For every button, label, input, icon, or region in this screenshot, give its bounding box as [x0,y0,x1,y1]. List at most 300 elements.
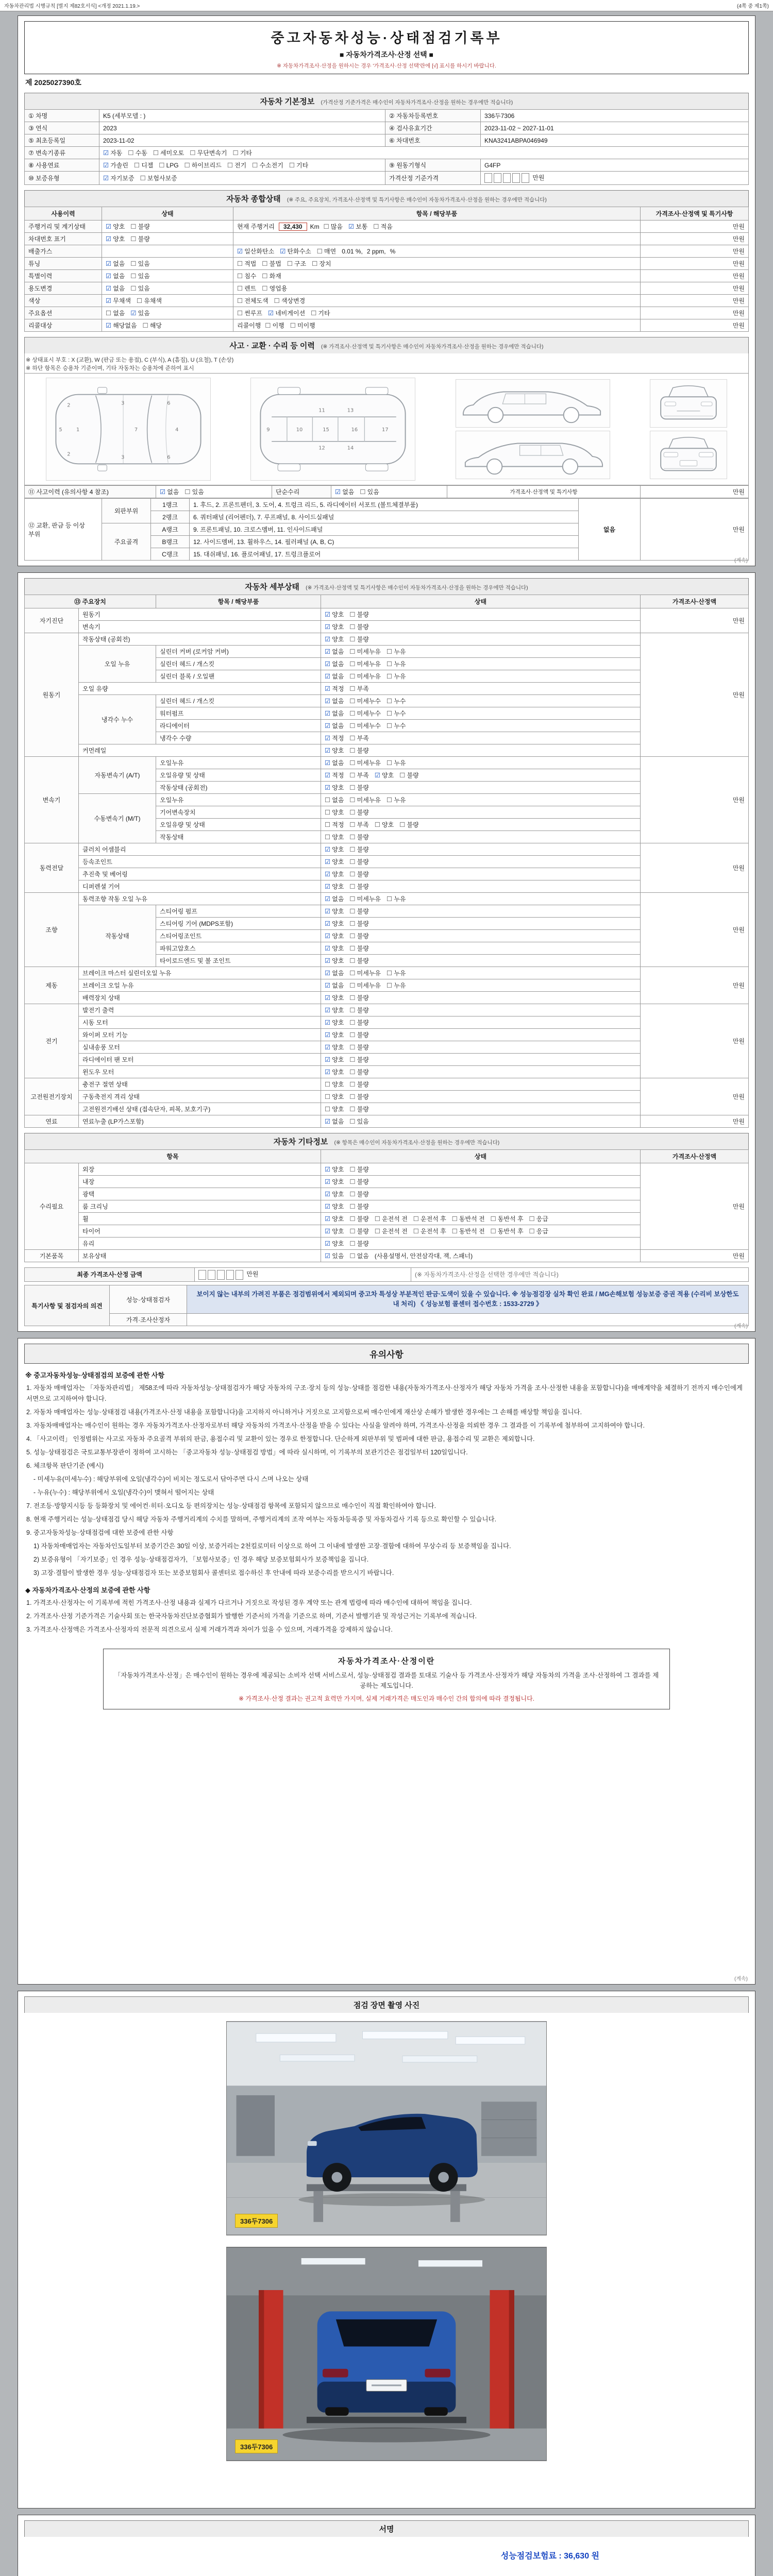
checkbox-option[interactable] [386,894,406,903]
checkbox-option[interactable] [325,1092,344,1101]
checkbox-option[interactable] [325,808,344,817]
checkbox-option[interactable] [349,1055,368,1064]
checkbox-option[interactable] [413,1227,446,1235]
checkbox-label: 무단변속기 [197,149,227,157]
checked-checkbox-icon: ☑ [325,735,331,742]
checkbox-label: 영업용 [269,285,288,293]
checkbox-option[interactable] [317,247,336,256]
checkbox-label: 운전석 전 [382,1228,408,1235]
device-row [25,1176,749,1188]
checkbox-option[interactable] [360,487,379,496]
checkbox-option[interactable] [262,284,287,293]
remarks-label: 특기사항 및 점검자의 의견 [25,1285,110,1326]
unchecked-checkbox-icon: ☐ [130,260,137,268]
checkbox-option[interactable] [386,758,406,767]
checkbox-option[interactable] [128,148,147,157]
checkbox-label: 불량 [357,1240,369,1248]
checkbox-option[interactable] [325,820,344,829]
checkbox-option[interactable] [325,697,344,705]
checkbox-option[interactable] [325,1067,344,1076]
checkbox-option[interactable] [349,771,368,779]
status-cell [321,967,641,979]
checkbox-option[interactable] [184,161,222,170]
checkbox-option[interactable] [325,758,344,767]
checkbox-option[interactable] [325,771,344,779]
checkbox-option[interactable] [386,969,406,977]
checkbox-label: 양호 [113,223,125,231]
checkbox-option[interactable] [325,907,344,916]
checkbox-option[interactable] [290,321,315,330]
checkbox-option[interactable] [237,259,256,268]
checkbox-option[interactable] [325,672,344,681]
checkbox-option[interactable] [190,148,227,157]
unchecked-checkbox-icon: ☐ [349,821,356,829]
checkbox-option[interactable] [349,956,368,965]
checkbox-label: 운전석 후 [420,1215,446,1223]
checked-checkbox-icon: ☑ [237,248,243,256]
checkbox-option[interactable] [237,272,256,280]
checkbox-option[interactable] [349,993,368,1002]
checkbox-option[interactable] [452,1214,485,1223]
device-row [25,1225,749,1238]
column-header: 상태 [321,595,641,608]
checkbox-option[interactable] [349,1190,368,1198]
checkbox-option[interactable] [349,882,368,891]
checkbox-option[interactable] [312,259,331,268]
checkbox-option[interactable] [325,1165,344,1174]
amount-unit: 만원 [532,174,545,181]
sheet-signature [18,2515,755,2576]
checkbox-option[interactable] [103,148,122,157]
checkbox-option[interactable] [274,296,306,305]
checkbox-option[interactable] [325,647,344,656]
checkbox-option[interactable] [325,1006,344,1014]
checkbox-option[interactable] [325,1177,344,1186]
page-number-note: (4쪽 중 제1쪽) [737,4,769,9]
checkbox-label: 미세누유 [357,660,381,668]
checkbox-option[interactable] [325,857,344,866]
checkbox-option[interactable] [325,1117,344,1126]
checkbox-label: 적정 [332,685,344,693]
unchecked-checkbox-icon: ☐ [386,895,393,903]
device-group-label: 연료 [25,1115,79,1128]
checkbox-option[interactable] [386,981,406,990]
checkbox-label: 미세누유 [357,982,381,990]
checkbox-option[interactable] [325,746,344,755]
simple-repair-label: 단순수리 [272,486,331,498]
checkbox-option[interactable] [325,1227,344,1235]
price-cell: 만원 [641,486,749,498]
checkbox-option[interactable] [325,956,344,965]
checkbox-option[interactable] [386,659,406,668]
unchecked-checkbox-icon: ☐ [451,1215,458,1223]
device-item-label: 광택 [79,1188,321,1200]
device-row [25,1200,749,1213]
unchecked-checkbox-icon: ☐ [349,1118,356,1126]
unchecked-checkbox-icon: ☐ [227,162,233,169]
checkbox-option[interactable] [349,833,368,841]
checkbox-option[interactable] [265,321,284,330]
price-cell: 만원 [641,233,749,245]
checkbox-option[interactable] [375,820,394,829]
checkbox-option[interactable] [348,222,367,231]
status-cell [321,658,641,670]
checkbox-option[interactable] [349,1092,368,1101]
field-label-regno: ② 자동차등록번호 [385,110,481,122]
panel-items: 6. 쿼터패널 (리어펜더), 7. 루프패널, 8. 사이드실패널 [190,511,579,523]
checkbox-option[interactable] [325,894,344,903]
status-cell [321,1016,641,1029]
checkbox-option[interactable] [325,622,344,631]
checkbox-option[interactable] [106,222,125,231]
column-header: 상태 [102,207,233,221]
checkbox-option[interactable] [349,981,381,990]
status-cell [102,233,233,245]
checkbox-option[interactable] [349,845,368,854]
checkbox-option[interactable] [349,622,368,631]
status-cell [321,1103,641,1115]
checkbox-option[interactable] [325,734,344,742]
price-cell: 만원 [641,843,749,893]
plate-tag: 336두7306 [235,2439,278,2453]
checked-checkbox-icon: ☑ [325,1044,331,1052]
checkbox-label: 불량 [357,1215,369,1223]
checkbox-option[interactable] [106,309,125,317]
checkbox-option[interactable] [325,1105,344,1113]
checkbox-option[interactable] [349,919,368,928]
unchecked-checkbox-icon: ☐ [349,623,356,631]
checkbox-option[interactable] [143,321,162,330]
checkbox-option[interactable] [325,1018,344,1027]
checkbox-option[interactable] [491,1214,524,1223]
checkbox-option[interactable] [375,1214,408,1223]
checkbox-option[interactable] [159,161,178,169]
form-reference-strip [0,0,773,11]
checked-checkbox-icon: ☑ [103,175,109,182]
checkbox-label: 해당없음 [113,322,137,330]
checkbox-option[interactable] [227,161,246,170]
checkbox-option[interactable] [529,1214,548,1223]
checked-checkbox-icon: ☑ [325,858,331,866]
checkbox-option[interactable] [325,919,344,928]
section-accident-history-title [24,337,749,353]
device-item-label: 스티어링조인트 [156,930,321,942]
car-side-view-left-diagram [456,379,610,428]
checkbox-option[interactable] [386,647,406,656]
field-label-first-reg: ⑤ 최초등록일 [25,134,99,147]
checkbox-option[interactable] [349,758,381,767]
checkbox-option[interactable] [325,1190,344,1198]
checkbox-option[interactable] [103,161,128,170]
checkbox-option[interactable] [349,1080,368,1089]
checkbox-option[interactable] [130,272,149,280]
panel-group-label: 주요골격 [102,523,151,561]
device-item-label: 와이퍼 모터 기능 [79,1029,321,1041]
checkbox-option[interactable] [349,931,368,940]
checkbox-option[interactable] [349,1006,368,1014]
checkbox-option[interactable] [325,833,344,841]
checkbox-option[interactable] [184,487,204,496]
checkbox-option[interactable] [325,1251,344,1260]
checkbox-option[interactable] [349,635,368,643]
inline-text: 리콜이행 [237,322,261,330]
unchecked-checkbox-icon: ☐ [130,273,137,280]
checkbox-label: 양호 [332,1093,344,1101]
checkbox-option[interactable] [491,1227,524,1235]
checkbox-option[interactable] [349,857,368,866]
checkbox-option[interactable] [237,309,262,317]
checkbox-option[interactable] [325,1030,344,1039]
checkbox-option[interactable] [349,783,368,792]
checkbox-option[interactable] [386,795,406,804]
checkbox-option[interactable] [349,697,381,705]
checkbox-option[interactable] [349,795,381,804]
amount-digit-box [503,173,511,183]
checkbox-option[interactable] [106,284,125,293]
checkbox-option[interactable] [106,234,125,243]
checkbox-option[interactable] [349,684,368,693]
checkbox-option[interactable] [280,247,311,256]
checkbox-option[interactable] [349,820,368,829]
checkbox-label: 동반석 전 [459,1215,485,1223]
device-item-label: 기어변속장치 [156,806,321,819]
item-cell [233,258,641,270]
checkbox-option[interactable] [349,672,381,681]
checkbox-option[interactable] [106,296,131,305]
checkbox-option[interactable] [399,820,418,829]
checkbox-option[interactable] [349,1043,368,1052]
svg-text:3: 3 [121,454,125,461]
unchecked-checkbox-icon: ☐ [289,162,295,169]
notice-line: 9. 중고자동차성능·상태점검에 대한 보증에 관한 사항 [26,1529,174,1537]
checkbox-option[interactable] [262,272,281,280]
signature-area[interactable] [24,2537,749,2575]
usage-history-row [25,282,749,295]
price-cell: 만원 [641,307,749,319]
checkbox-option[interactable] [325,783,344,792]
checkbox-option[interactable] [349,1177,368,1186]
checkbox-option[interactable] [130,309,149,317]
checkbox-option[interactable] [103,174,135,182]
checkbox-option[interactable] [325,709,344,718]
checkbox-option[interactable] [349,1067,368,1076]
checkbox-option[interactable] [349,944,368,953]
checkbox-label: 불량 [357,1069,369,1076]
checkbox-option[interactable] [452,1227,485,1235]
checkbox-option[interactable] [349,1251,368,1260]
notices-group-a [24,1383,749,1579]
field-value-inspection-valid: 2023-11-02 ~ 2027-11-01 [481,122,749,134]
checkbox-option[interactable] [325,635,344,643]
checkbox-option[interactable] [311,309,330,317]
amount-digit-box [522,173,529,183]
notice-line: 5. 성능·상태점검은 국토교통부장관이 정하여 고시하는 「중고자동차 성능·상태점검 방법」에 따라 실시하며, 이 기록부의 보관기간은 점검일부터 120일입니다. [26,1449,468,1456]
status-cell [321,1004,641,1016]
amount-digit-box [484,173,492,183]
checkbox-option[interactable] [160,487,179,496]
checkbox-option[interactable] [413,1214,446,1223]
svg-text:6: 6 [166,400,171,406]
checkbox-option[interactable] [349,1239,368,1248]
checkbox-option[interactable] [335,487,354,496]
svg-text:14: 14 [347,445,354,451]
checkbox-option[interactable] [325,684,344,693]
checkbox-option[interactable] [349,1018,368,1027]
status-cell [321,720,641,732]
checkbox-option[interactable] [140,174,177,182]
checkbox-option[interactable] [349,894,381,903]
checkbox-option[interactable] [137,296,162,305]
checkbox-option[interactable] [386,721,406,730]
checkbox-option[interactable] [375,1227,408,1235]
checkbox-option[interactable] [325,993,344,1002]
checkbox-label: 누유 [394,796,406,804]
checkbox-option[interactable] [386,709,406,718]
checkbox-option[interactable] [529,1227,548,1235]
checked-checkbox-icon: ☑ [325,673,331,681]
checked-checkbox-icon: ☑ [325,623,331,631]
checkbox-option[interactable] [237,284,256,293]
checkbox-option[interactable] [349,610,368,619]
checkbox-option[interactable] [349,647,381,656]
checkbox-option[interactable] [233,148,252,157]
unchecked-checkbox-icon: ☐ [325,809,331,817]
checkbox-option[interactable] [349,907,368,916]
section-title-note: (※ 주요, 주요장치, 가격조사·산정액 및 특기사항은 매수인이 자동차가격조사·산정을 원하는 경우에만 적습니다) [287,197,547,204]
checked-checkbox-icon: ☑ [325,722,331,730]
checkbox-option[interactable] [325,1239,344,1248]
checkbox-label: 없음 [332,698,344,705]
checkbox-label: 미세누유 [357,673,381,681]
checkbox-option[interactable] [349,1227,368,1235]
device-item-label: 오일유량 및 상태 [156,769,321,782]
checked-checkbox-icon: ☑ [160,488,166,496]
checkbox-label: 있음 [138,273,150,280]
device-row [25,1078,749,1091]
unchecked-checkbox-icon: ☐ [134,162,140,169]
checkbox-option[interactable] [153,148,184,157]
inspection-photo-1 [226,2021,547,2235]
checkbox-option[interactable] [325,1080,344,1089]
checkbox-option[interactable] [130,284,149,293]
checkbox-option[interactable] [252,161,283,170]
checkbox-label: 미세누유 [357,759,381,767]
checkbox-option[interactable] [106,259,125,268]
checkbox-option[interactable] [325,1043,344,1052]
checkbox-option[interactable] [325,870,344,878]
checkbox-option[interactable] [325,944,344,953]
checkbox-option[interactable] [349,969,381,977]
checkbox-option[interactable] [289,161,308,170]
checked-checkbox-icon: ☑ [106,235,112,243]
price-survey-select-option[interactable]: ■ 자동차가격조사·산정 선택 ■ [339,50,433,59]
checkbox-option[interactable] [237,296,268,305]
checkbox-option[interactable] [325,721,344,730]
unchecked-checkbox-icon: ☐ [529,1215,535,1223]
checkbox-option[interactable] [349,1214,368,1223]
status-cell [102,245,233,258]
checked-checkbox-icon: ☑ [325,698,331,705]
checkbox-option[interactable] [349,808,368,817]
status-cell [321,806,641,819]
unchecked-checkbox-icon: ☐ [349,834,356,841]
checkbox-option[interactable] [325,882,344,891]
checkbox-option[interactable] [325,610,344,619]
checkbox-option[interactable] [130,234,149,243]
checkbox-option[interactable] [325,981,344,990]
unchecked-checkbox-icon: ☐ [349,809,356,817]
checkbox-option[interactable] [325,931,344,940]
checkbox-option[interactable] [349,1030,368,1039]
checked-checkbox-icon: ☑ [103,149,109,157]
checkbox-option[interactable] [349,870,368,878]
checkbox-option[interactable] [268,309,305,317]
checkbox-option[interactable] [349,1202,368,1211]
checkbox-option[interactable] [106,272,125,280]
checkbox-option[interactable] [349,1117,368,1126]
checked-checkbox-icon: ☑ [130,310,137,317]
section-basic-info-title [24,93,749,109]
checkbox-option[interactable] [324,222,343,231]
checkbox-option[interactable] [130,259,149,268]
checkbox-option[interactable] [349,709,381,718]
price-cell: 만원 [641,1163,749,1250]
checkbox-label: 불량 [357,784,369,792]
checkbox-option[interactable] [349,721,381,730]
checkbox-option[interactable] [325,845,344,854]
checkbox-option[interactable] [325,1055,344,1064]
checkbox-label: 불량 [138,223,150,231]
checkbox-label: 없음 [113,273,125,280]
checkbox-option[interactable] [386,672,406,681]
checkbox-option[interactable] [325,969,344,977]
checkbox-option[interactable] [325,659,344,668]
checkbox-option[interactable] [349,746,368,755]
checkbox-option[interactable] [325,795,344,804]
continued-mark: (계속) [734,1324,748,1330]
checkbox-option[interactable] [375,771,394,779]
checkbox-option[interactable] [349,1165,368,1174]
checkbox-label: 일산화탄소 [244,248,275,256]
car-side-view-set [456,379,610,479]
checkbox-option[interactable] [399,771,418,779]
checkbox-option[interactable] [325,1202,344,1211]
checkbox-option[interactable] [287,259,306,268]
checkbox-option[interactable] [325,1214,344,1223]
checkbox-option[interactable] [134,161,153,170]
checkbox-option[interactable] [373,222,392,231]
unchecked-checkbox-icon: ☐ [349,1007,356,1014]
checkbox-option[interactable] [386,697,406,705]
checkbox-option[interactable] [349,1105,368,1113]
status-cell [321,1200,641,1213]
checkbox-option[interactable] [349,659,381,668]
amount-unit: 만원 [246,1270,259,1278]
unchecked-checkbox-icon: ☐ [311,310,317,317]
checkbox-option[interactable] [237,247,274,256]
checkbox-option[interactable] [349,734,368,742]
checkbox-option[interactable] [130,222,149,231]
accident-legend [24,353,749,373]
checkbox-option[interactable] [106,321,137,330]
checkbox-label: 있음 [192,488,204,496]
device-item-label: 실린더 헤드 / 개스킷 [156,695,321,707]
field-value-base-price [481,172,749,185]
checkbox-label: 양호 [332,1019,344,1027]
amount-digit-box [198,1270,206,1280]
checkbox-option[interactable] [262,259,281,268]
sheet-page-2 [18,572,755,1332]
